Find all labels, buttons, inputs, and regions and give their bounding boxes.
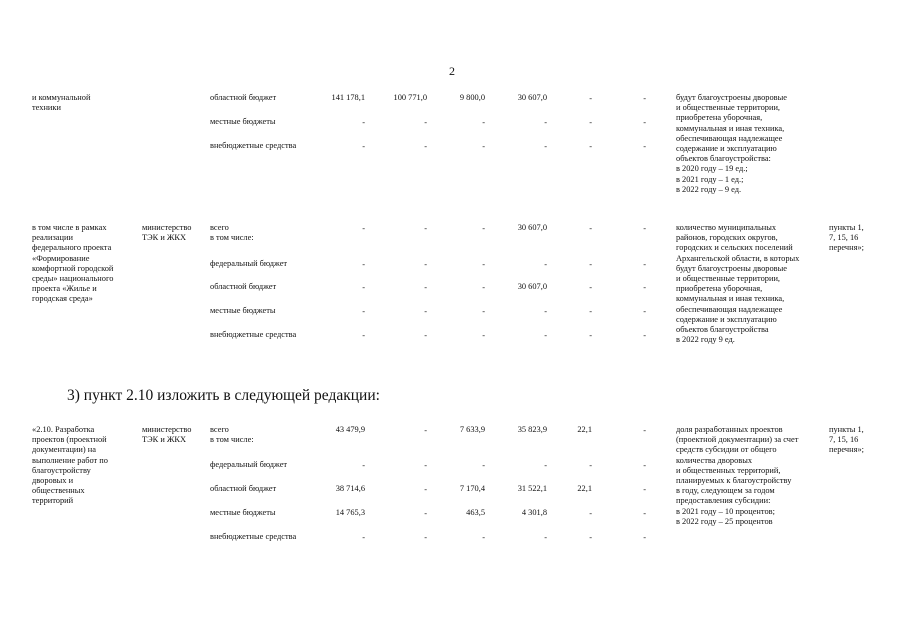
budget-value-cell: - xyxy=(424,461,427,470)
indicator-line: обеспечивающая надлежащее xyxy=(676,133,783,143)
budget-value-cell: - xyxy=(589,118,592,127)
activity-name-line: федерального проекта xyxy=(32,243,112,253)
indicator-line: и общественных территорий, xyxy=(676,465,781,475)
budget-value-cell: - xyxy=(482,533,485,542)
activity-name-line: и коммунальной xyxy=(32,93,91,102)
budget-value-cell: - xyxy=(424,426,427,435)
reference-points-line: пункты 1, xyxy=(829,223,864,232)
budget-value-cell: 7 633,9 xyxy=(459,425,485,434)
reference-points-line: пункты 1, xyxy=(829,425,864,434)
budget-value-cell: - xyxy=(482,118,485,127)
budget-value-cell: - xyxy=(643,94,646,103)
indicator-line: доля разработанных проектов xyxy=(676,425,783,434)
indicator-line: количество муниципальных xyxy=(676,223,777,232)
activity-name-line: «Формирование xyxy=(32,253,90,263)
budget-source-label: областной бюджет xyxy=(210,282,277,291)
budget-value-cell: 22,1 xyxy=(577,484,592,493)
budget-value-cell: - xyxy=(482,331,485,340)
budget-value-cell: - xyxy=(643,461,646,470)
indicator-line: (проектной документации) за счет xyxy=(676,435,799,445)
budget-value-cell: - xyxy=(643,142,646,151)
activity-name-line: среды» национального xyxy=(32,274,114,283)
budget-value-cell: 9 800,0 xyxy=(459,93,485,102)
budget-value-cell: - xyxy=(362,307,365,316)
indicator-line: в 2021 году – 1 ед.; xyxy=(676,174,744,184)
budget-value-cell: 4 301,8 xyxy=(521,508,547,517)
activity-name-line: техники xyxy=(32,103,61,113)
budget-value-cell: - xyxy=(544,307,547,316)
budget-value-cell: 31 522,1 xyxy=(517,484,547,493)
budget-value-cell: - xyxy=(362,142,365,151)
budget-value-cell: - xyxy=(643,426,646,435)
budget-value-cell: 30 607,0 xyxy=(517,282,547,291)
indicator-line: предоставления субсидии: xyxy=(676,496,771,506)
indicator-line: будут благоустроены дворовые xyxy=(676,263,787,273)
budget-source-sublabel: в том числе: xyxy=(210,435,254,445)
budget-source-label: областной бюджет xyxy=(210,93,277,102)
budget-value-cell: - xyxy=(643,533,646,542)
budget-value-cell: 14 765,3 xyxy=(335,508,365,517)
activity-name-line: проектов (проектной xyxy=(32,435,107,445)
budget-value-cell: - xyxy=(424,283,427,292)
budget-value-cell: - xyxy=(362,331,365,340)
budget-value-cell: - xyxy=(424,485,427,494)
budget-source-label: всего xyxy=(210,425,229,434)
budget-value-cell: - xyxy=(424,509,427,518)
budget-value-cell: - xyxy=(424,142,427,151)
indicator-line: средств субсидии от общего xyxy=(676,445,777,455)
indicator-line: Архангельской области, в которых xyxy=(676,253,800,263)
budget-value-cell: - xyxy=(589,307,592,316)
reference-points-line: перечня»; xyxy=(829,243,864,253)
activity-name-line: городская среда» xyxy=(32,294,93,304)
budget-value-cell: - xyxy=(643,224,646,233)
budget-value-cell: - xyxy=(544,461,547,470)
executor-line: ТЭК и ЖКХ xyxy=(142,233,187,243)
indicator-line: в 2022 году – 9 ед. xyxy=(676,184,742,194)
activity-name-line: дворовых и xyxy=(32,476,74,485)
budget-value-cell: - xyxy=(643,118,646,127)
budget-value-cell: - xyxy=(544,533,547,542)
activity-name-line: в том числе в рамках xyxy=(32,223,107,232)
budget-source-label: местные бюджеты xyxy=(210,508,276,517)
budget-source-label: внебюджетные средства xyxy=(210,330,297,339)
budget-value-cell: - xyxy=(589,283,592,292)
budget-value-cell: - xyxy=(589,533,592,542)
indicator-line: районов, городских округов, xyxy=(676,233,778,243)
indicator-line: количества дворовых xyxy=(676,455,753,465)
activity-name-line: общественных xyxy=(32,486,85,496)
indicator-line: в 2020 году – 19 ед.; xyxy=(676,164,748,174)
budget-value-cell: - xyxy=(424,533,427,542)
budget-value-cell: - xyxy=(362,260,365,269)
budget-value-cell: 35 823,9 xyxy=(517,425,547,434)
budget-value-cell: 38 714,6 xyxy=(335,484,365,493)
indicator-line: в 2022 году – 25 процентов xyxy=(676,516,773,526)
budget-value-cell: 30 607,0 xyxy=(517,223,547,232)
budget-value-cell: - xyxy=(482,142,485,151)
budget-source-label: федеральный бюджет xyxy=(210,460,288,469)
budget-value-cell: - xyxy=(424,307,427,316)
budget-value-cell: - xyxy=(643,331,646,340)
budget-source-label: внебюджетные средства xyxy=(210,141,297,150)
budget-value-cell: - xyxy=(643,509,646,518)
budget-source-label: всего xyxy=(210,223,229,232)
budget-source-label: областной бюджет xyxy=(210,484,277,493)
budget-source-label: федеральный бюджет xyxy=(210,259,288,268)
activity-name-line: документации) на xyxy=(32,445,96,455)
budget-value-cell: - xyxy=(643,485,646,494)
budget-value-cell: 22,1 xyxy=(577,425,592,434)
budget-value-cell: - xyxy=(643,283,646,292)
budget-value-cell: 30 607,0 xyxy=(517,93,547,102)
activity-name-line: территорий xyxy=(32,496,74,506)
indicator-line: приобретена уборочная, xyxy=(676,113,763,123)
indicator-line: приобретена уборочная, xyxy=(676,284,763,294)
activity-name-line: выполнение работ по xyxy=(32,455,108,465)
budget-value-cell: - xyxy=(424,331,427,340)
budget-value-cell: - xyxy=(589,331,592,340)
indicator-line: содержание и эксплуатацию xyxy=(676,314,777,324)
activity-name-line: проекта «Жилье и xyxy=(32,284,97,294)
indicator-line: городских и сельских поселений xyxy=(676,243,793,253)
budget-value-cell: - xyxy=(362,283,365,292)
budget-value-cell: - xyxy=(544,118,547,127)
page-number: 2 xyxy=(449,64,455,78)
activity-name-line: благоустройству xyxy=(32,465,91,475)
budget-value-cell: - xyxy=(544,331,547,340)
reference-points-line: 7, 15, 16 xyxy=(829,435,859,445)
budget-value-cell: - xyxy=(482,260,485,269)
indicator-line: коммунальная и иная техника, xyxy=(676,294,785,304)
indicator-line: и общественные территории, xyxy=(676,274,781,283)
budget-value-cell: - xyxy=(589,260,592,269)
budget-value-cell: - xyxy=(362,461,365,470)
section-heading: 3) пункт 2.10 изложить в следующей редакции: xyxy=(67,387,380,404)
budget-value-cell: 100 771,0 xyxy=(393,93,427,102)
indicator-line: в 2022 году 9 ед. xyxy=(676,335,735,345)
executor-line: ТЭК и ЖКХ xyxy=(142,435,187,445)
budget-source-label: местные бюджеты xyxy=(210,306,276,315)
budget-value-cell: - xyxy=(424,224,427,233)
budget-value-cell: - xyxy=(544,142,547,151)
indicator-line: в 2021 году – 10 процентов; xyxy=(676,506,775,516)
budget-value-cell: - xyxy=(424,118,427,127)
budget-value-cell: - xyxy=(643,307,646,316)
budget-value-cell: - xyxy=(482,224,485,233)
executor-line: министерство xyxy=(142,425,192,434)
budget-value-cell: 141 178,1 xyxy=(331,93,365,102)
indicator-line: будут благоустроены дворовые xyxy=(676,93,787,102)
budget-value-cell: - xyxy=(589,142,592,151)
indicator-line: планируемых к благоустройству xyxy=(676,476,792,485)
indicator-line: содержание и эксплуатацию xyxy=(676,144,777,153)
budget-value-cell: - xyxy=(482,307,485,316)
budget-value-cell: 7 170,4 xyxy=(459,484,485,493)
budget-value-cell: - xyxy=(424,260,427,269)
indicator-line: и общественные территории, xyxy=(676,103,781,113)
budget-source-label: внебюджетные средства xyxy=(210,532,297,541)
indicator-line: объектов благоустройства: xyxy=(676,154,771,164)
budget-value-cell: - xyxy=(589,461,592,470)
budget-value-cell: 463,5 xyxy=(466,508,485,517)
reference-points-line: перечня»; xyxy=(829,445,864,455)
indicator-line: коммунальная и иная техника, xyxy=(676,123,785,133)
budget-value-cell: - xyxy=(643,260,646,269)
budget-value-cell: - xyxy=(482,461,485,470)
budget-value-cell: - xyxy=(482,283,485,292)
executor-line: министерство xyxy=(142,223,192,232)
indicator-line: объектов благоустройства xyxy=(676,325,769,334)
budget-value-cell: - xyxy=(544,260,547,269)
budget-value-cell: - xyxy=(362,118,365,127)
reference-points-line: 7, 15, 16 xyxy=(829,233,859,243)
activity-name-line: комфортной городской xyxy=(32,263,114,273)
budget-source-label: местные бюджеты xyxy=(210,117,276,126)
budget-value-cell: - xyxy=(362,533,365,542)
indicator-line: в году, следующем за годом xyxy=(676,486,775,496)
indicator-line: обеспечивающая надлежащее xyxy=(676,304,783,314)
budget-value-cell: - xyxy=(362,224,365,233)
budget-value-cell: 43 479,9 xyxy=(335,425,365,434)
budget-value-cell: - xyxy=(589,94,592,103)
budget-value-cell: - xyxy=(589,509,592,518)
activity-name-line: «2.10. Разработка xyxy=(32,425,95,434)
budget-value-cell: - xyxy=(589,224,592,233)
budget-source-sublabel: в том числе: xyxy=(210,233,254,243)
activity-name-line: реализации xyxy=(32,233,73,243)
